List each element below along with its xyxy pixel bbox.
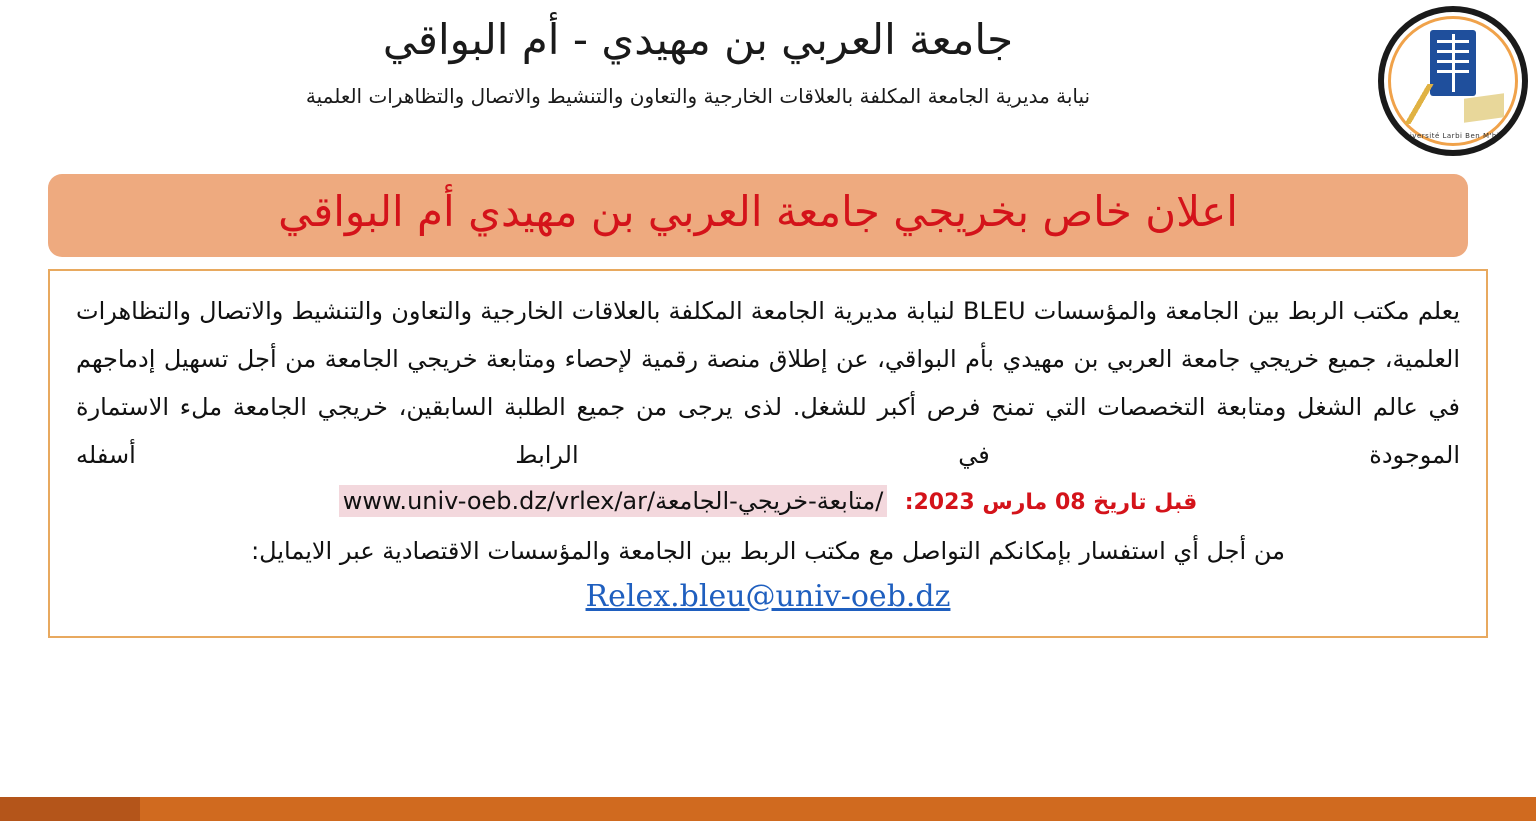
contact-line: من أجل أي استفسار بإمكانكم التواصل مع مكتب الربط بين الجامعة والمؤسسات الاقتصادية عبر الايمايل:	[251, 536, 1285, 565]
link-row	[76, 485, 1460, 517]
footer-bar	[0, 797, 1536, 821]
university-title: جامعة العربي بن مهيدي - أم البواقي	[382, 15, 1014, 64]
poster-header	[0, 0, 1536, 168]
university-logo-icon	[1378, 6, 1528, 156]
footer-accent	[0, 797, 140, 821]
contact-email-link[interactable]: Relex.bleu@univ-oeb.dz	[585, 578, 951, 614]
wheat-icon	[1400, 84, 1438, 124]
title-block	[0, 0, 1536, 109]
deadline-label: قبل تاريخ 08 مارس 2023:	[904, 489, 1198, 515]
announcement-body-card	[48, 269, 1488, 638]
platform-url-link[interactable]: www.univ-oeb.dz/vrlex/ar/متابعة-خريجي-الجامعة/	[339, 485, 888, 517]
directorate-subtitle: نيابة مديرية الجامعة المكلفة بالعلاقات الخارجية والتعاون والتنشيط والاتصال والتظاهرات العلمية	[305, 83, 1091, 108]
announcement-paragraph: يعلم مكتب الربط بين الجامعة والمؤسسات BLEU لنيابة مديرية الجامعة المكلفة بالعلاقات الخارجية والتعاون والتنشيط والاتصال والتظاهرات العلمية، جميع خريجي جامعة العربي بن مهيدي بأم البواقي، عن إطلاق منصة رقمية لإحصاء ومتابعة خريجي الجامعة من أجل تسهيل إدماجهم في عالم الشغل ومتابعة التخصصات التي تمنح فرص أكبر للشغل. لذى يرجى من جميع الطلبة السابقين، خريجي الجامعة ملء الاستمارة الموجودة في الرابط أسفله	[76, 296, 1461, 469]
announcement-banner	[48, 174, 1468, 257]
logo-caption: Université Larbi Ben M'hidi	[1399, 132, 1507, 140]
announcement-banner-text: اعلان خاص بخريجي جامعة العربي بن مهيدي أم البواقي	[278, 187, 1238, 236]
